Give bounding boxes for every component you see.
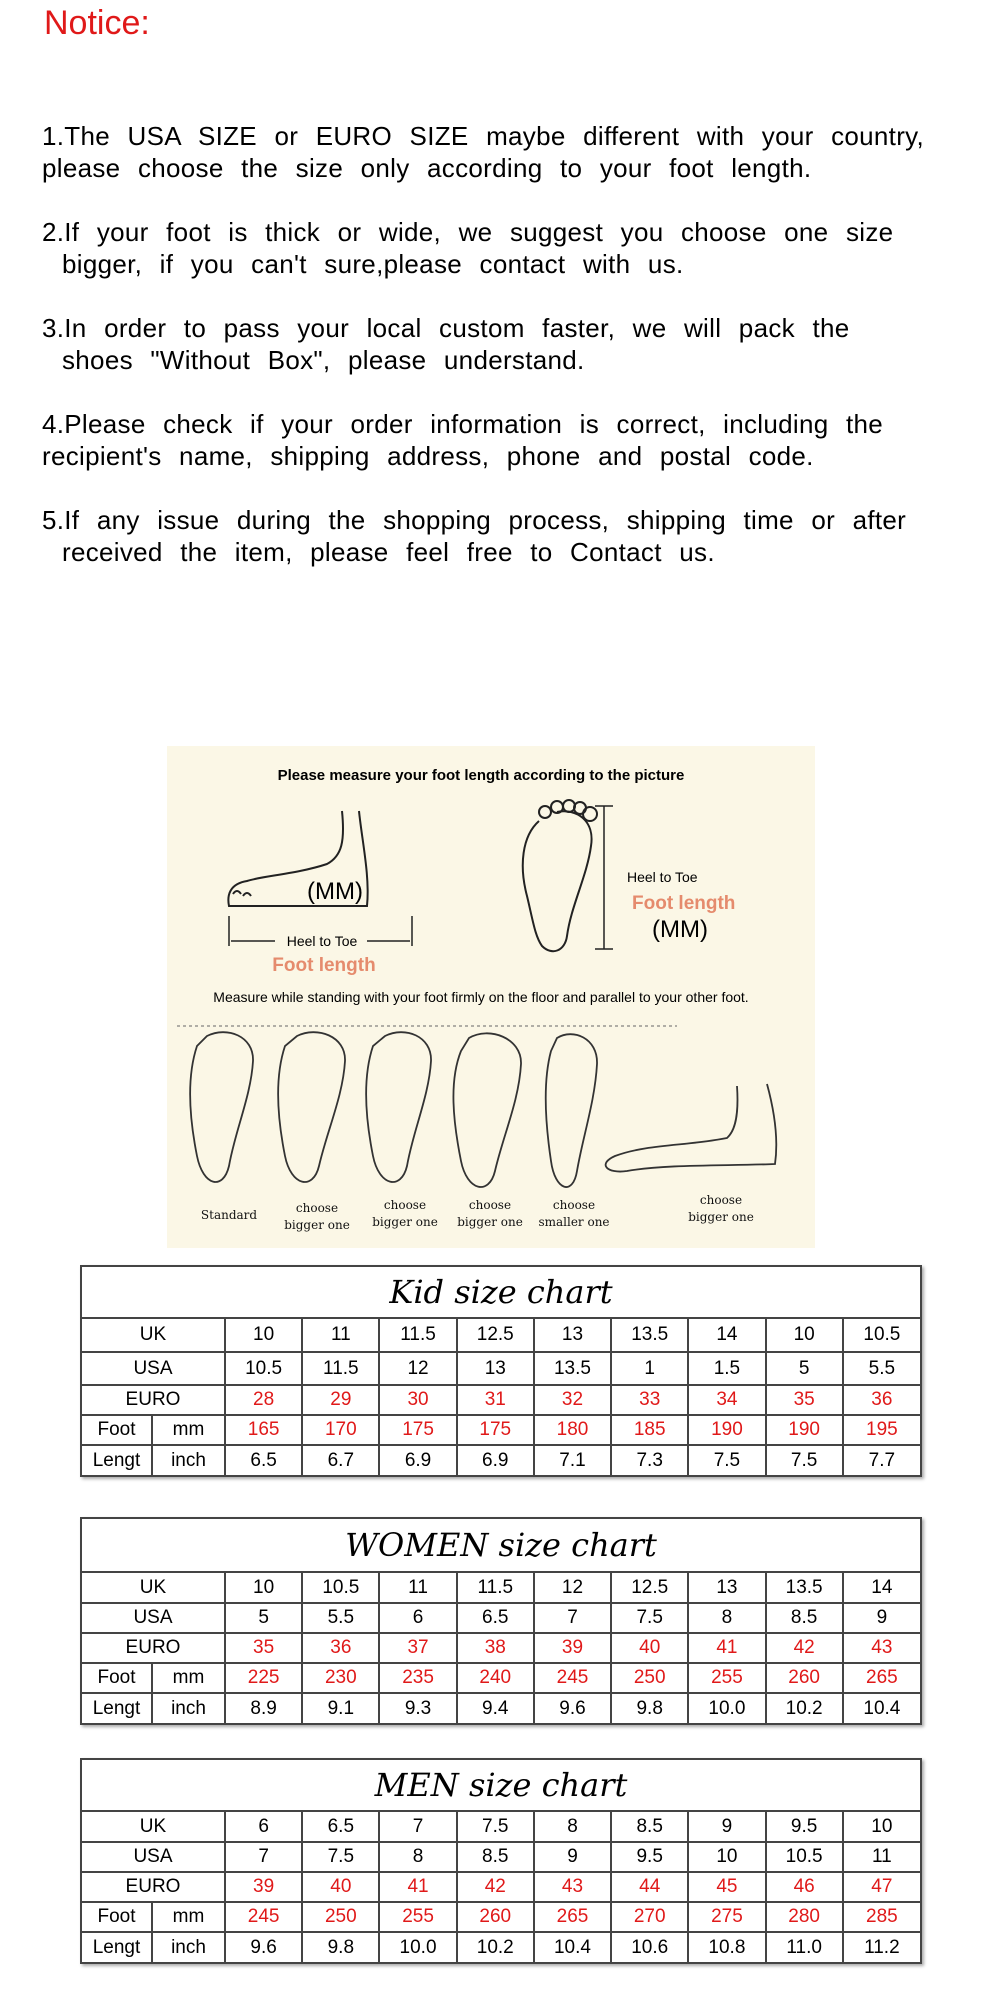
size-chart-title: MEN size chart: [82, 1760, 920, 1812]
size-cell: 31: [457, 1385, 534, 1415]
size-cell: 9.6: [225, 1932, 302, 1962]
size-cell: 6: [225, 1812, 302, 1842]
size-cell: 195: [843, 1415, 920, 1445]
size-cell: 42: [457, 1872, 534, 1902]
size-cell: 8.9: [225, 1693, 302, 1723]
side-foot-length: Foot length: [272, 955, 376, 976]
size-cell: 7.5: [688, 1445, 765, 1475]
size-cell: 11.5: [379, 1319, 456, 1352]
size-cell: 10.5: [843, 1319, 920, 1352]
foot-long-toe-icon: [366, 1032, 431, 1182]
size-cell: 40: [302, 1872, 379, 1902]
kid-size-chart: [80, 1265, 922, 1477]
size-cell: 180: [534, 1415, 611, 1445]
size-cell: 13: [534, 1319, 611, 1352]
notice-title: Notice:: [44, 4, 150, 42]
size-row-mm: [82, 1415, 920, 1445]
foot-type-label-4b: bigger one: [457, 1215, 523, 1229]
size-row-euro: [82, 1385, 920, 1415]
size-cell: 39: [225, 1872, 302, 1902]
size-cell: 10.8: [688, 1932, 765, 1962]
size-cell: 170: [302, 1415, 379, 1445]
size-cell: 285: [843, 1902, 920, 1932]
size-cell: 7: [379, 1812, 456, 1842]
row-label: UK: [82, 1319, 225, 1352]
size-cell: 12: [379, 1352, 456, 1385]
row-unit-label: mm: [152, 1902, 225, 1932]
size-cell: 14: [843, 1573, 920, 1603]
size-cell: 9.6: [534, 1693, 611, 1723]
foot-type-label-2a: choose: [295, 1201, 339, 1215]
size-cell: 11: [843, 1842, 920, 1872]
row-label: Foot: [82, 1415, 152, 1445]
side-heel-to-toe: Heel to Toe: [286, 933, 358, 949]
row-unit-label: mm: [152, 1663, 225, 1693]
foot-type-label-1: Standard: [200, 1208, 258, 1222]
size-row-inch: [82, 1932, 920, 1962]
size-cell: 230: [302, 1663, 379, 1693]
size-cell: 245: [225, 1902, 302, 1932]
size-cell: 6.5: [225, 1445, 302, 1475]
row-unit-label: inch: [152, 1932, 225, 1962]
size-cell: 260: [457, 1902, 534, 1932]
size-cell: 250: [302, 1902, 379, 1932]
size-cell: 9.1: [302, 1693, 379, 1723]
size-cell: 8.5: [611, 1812, 688, 1842]
size-cell: 29: [302, 1385, 379, 1415]
size-cell: 13.5: [534, 1352, 611, 1385]
size-cell: 8: [688, 1603, 765, 1633]
foot-standard-icon: [190, 1032, 253, 1182]
notice-item-1: [42, 120, 992, 184]
size-cell: 30: [379, 1385, 456, 1415]
sole-length-arrow: [595, 806, 613, 949]
size-row-inch: [82, 1693, 920, 1723]
size-cell: 46: [766, 1872, 843, 1902]
row-label: UK: [82, 1812, 225, 1842]
size-cell: 34: [688, 1385, 765, 1415]
size-cell: 13.5: [611, 1319, 688, 1352]
size-cell: 10.2: [766, 1693, 843, 1723]
size-cell: 12.5: [457, 1319, 534, 1352]
size-cell: 9.8: [611, 1693, 688, 1723]
size-row-uk: [82, 1812, 920, 1842]
row-label: USA: [82, 1352, 225, 1385]
size-cell: 275: [688, 1902, 765, 1932]
size-cell: 41: [379, 1872, 456, 1902]
size-cell: 8.5: [457, 1842, 534, 1872]
size-cell: 8: [379, 1842, 456, 1872]
size-cell: 260: [766, 1663, 843, 1693]
size-cell: 10.5: [766, 1842, 843, 1872]
size-cell: 10: [766, 1319, 843, 1352]
size-cell: 7.5: [611, 1603, 688, 1633]
foot-type-label-6b: bigger one: [688, 1210, 754, 1224]
row-label: USA: [82, 1603, 225, 1633]
measure-instruction: Measure while standing with your foot firmly on the floor and parallel to your other foot.: [213, 989, 749, 1005]
foot-type-label-3b: bigger one: [372, 1215, 438, 1229]
size-cell: 9.5: [766, 1812, 843, 1842]
notice-list: [42, 120, 992, 600]
size-cell: 11.0: [766, 1932, 843, 1962]
size-cell: 7.5: [302, 1842, 379, 1872]
row-label: Lengt: [82, 1932, 152, 1962]
notice-line: recipient's name, shipping address, phone and postal code.: [42, 441, 814, 471]
size-cell: 10.6: [611, 1932, 688, 1962]
size-cell: 6.9: [457, 1445, 534, 1475]
size-cell: 270: [611, 1902, 688, 1932]
size-row-mm: [82, 1902, 920, 1932]
notice-item-2: [42, 216, 992, 280]
size-row-uk: [82, 1573, 920, 1603]
size-cell: 13.5: [766, 1573, 843, 1603]
size-cell: 38: [457, 1633, 534, 1663]
foot-narrow-icon: [546, 1034, 597, 1187]
size-cell: 10.2: [457, 1932, 534, 1962]
size-cell: 10.4: [534, 1932, 611, 1962]
size-cell: 9.4: [457, 1693, 534, 1723]
notice-line: please choose the size only according to your foot length.: [42, 153, 812, 183]
foot-type-label-6a: choose: [699, 1193, 743, 1207]
notice-line: 1.The USA SIZE or EURO SIZE maybe different with your country,: [42, 121, 925, 151]
row-label: Lengt: [82, 1445, 152, 1475]
row-unit-label: inch: [152, 1445, 225, 1475]
measure-heading: Please measure your foot length according to the picture: [277, 767, 685, 784]
size-cell: 255: [688, 1663, 765, 1693]
size-cell: 11.5: [302, 1352, 379, 1385]
size-cell: 10: [225, 1319, 302, 1352]
size-cell: 41: [688, 1633, 765, 1663]
size-cell: 11.5: [457, 1573, 534, 1603]
size-cell: 10: [225, 1573, 302, 1603]
size-row-mm: [82, 1663, 920, 1693]
size-cell: 9: [534, 1842, 611, 1872]
notice-item-3: [42, 312, 992, 376]
size-cell: 47: [843, 1872, 920, 1902]
size-cell: 10: [688, 1842, 765, 1872]
size-cell: 5.5: [302, 1603, 379, 1633]
size-cell: 13: [688, 1573, 765, 1603]
size-cell: 5.5: [843, 1352, 920, 1385]
size-cell: 33: [611, 1385, 688, 1415]
size-cell: 10.0: [379, 1932, 456, 1962]
row-label: EURO: [82, 1385, 225, 1415]
size-cell: 245: [534, 1663, 611, 1693]
size-cell: 10.5: [302, 1573, 379, 1603]
size-cell: 12.5: [611, 1573, 688, 1603]
sole-foot-icon: [523, 800, 597, 951]
foot-measure-illustration: [167, 746, 815, 1248]
notice-line: shoes "Without Box", please understand.: [62, 345, 585, 375]
size-cell: 280: [766, 1902, 843, 1932]
foot-wide-toe-icon: [278, 1032, 345, 1182]
size-cell: 14: [688, 1319, 765, 1352]
size-cell: 37: [379, 1633, 456, 1663]
row-unit-label: inch: [152, 1693, 225, 1723]
size-row-inch: [82, 1445, 920, 1475]
size-cell: 5: [766, 1352, 843, 1385]
size-cell: 250: [611, 1663, 688, 1693]
size-cell: 7.5: [457, 1812, 534, 1842]
notice-item-4: [42, 408, 992, 472]
size-cell: 36: [302, 1633, 379, 1663]
size-cell: 43: [843, 1633, 920, 1663]
size-cell: 39: [534, 1633, 611, 1663]
size-cell: 7: [534, 1603, 611, 1633]
size-cell: 7.3: [611, 1445, 688, 1475]
size-cell: 9.3: [379, 1693, 456, 1723]
size-cell: 8: [534, 1812, 611, 1842]
size-cell: 5: [225, 1603, 302, 1633]
row-label: Foot: [82, 1663, 152, 1693]
size-cell: 175: [379, 1415, 456, 1445]
size-cell: 9: [843, 1603, 920, 1633]
size-cell: 36: [843, 1385, 920, 1415]
notice-line: received the item, please feel free to Contact us.: [62, 537, 715, 567]
sole-mm-label: (MM): [652, 916, 708, 943]
notice-line: 2.If your foot is thick or wide, we suggest you choose one size: [42, 217, 894, 247]
size-cell: 265: [534, 1902, 611, 1932]
size-cell: 43: [534, 1872, 611, 1902]
foot-wide-icon: [453, 1033, 521, 1187]
row-label: EURO: [82, 1872, 225, 1902]
size-cell: 40: [611, 1633, 688, 1663]
foot-type-label-4a: choose: [468, 1198, 512, 1212]
foot-type-label-5a: choose: [552, 1198, 596, 1212]
size-cell: 32: [534, 1385, 611, 1415]
notice-line: 5.If any issue during the shopping process, shipping time or after: [42, 505, 907, 535]
size-cell: 9: [688, 1812, 765, 1842]
men-size-chart: [80, 1758, 922, 1964]
size-cell: 235: [379, 1663, 456, 1693]
size-cell: 35: [766, 1385, 843, 1415]
size-cell: 240: [457, 1663, 534, 1693]
size-cell: 10.5: [225, 1352, 302, 1385]
size-cell: 10.4: [843, 1693, 920, 1723]
size-cell: 165: [225, 1415, 302, 1445]
size-row-usa: [82, 1352, 920, 1385]
size-cell: 6.5: [457, 1603, 534, 1633]
notice-line: bigger, if you can't sure,please contact with us.: [62, 249, 684, 279]
size-cell: 44: [611, 1872, 688, 1902]
row-label: UK: [82, 1573, 225, 1603]
foot-type-label-2b: bigger one: [284, 1218, 350, 1232]
size-cell: 190: [766, 1415, 843, 1445]
size-cell: 11: [302, 1319, 379, 1352]
size-cell: 12: [534, 1573, 611, 1603]
size-cell: 7.5: [766, 1445, 843, 1475]
size-row-usa: [82, 1842, 920, 1872]
size-cell: 9.8: [302, 1932, 379, 1962]
row-label: USA: [82, 1842, 225, 1872]
size-cell: 6: [379, 1603, 456, 1633]
size-row-euro: [82, 1633, 920, 1663]
size-cell: 7: [225, 1842, 302, 1872]
size-cell: 11.2: [843, 1932, 920, 1962]
size-cell: 45: [688, 1872, 765, 1902]
size-cell: 6.9: [379, 1445, 456, 1475]
notice-item-5: [42, 504, 992, 568]
sole-foot-length: Foot length: [632, 893, 736, 914]
foot-type-label-5b: smaller one: [538, 1215, 610, 1229]
notice-line: 4.Please check if your order information is correct, including the: [42, 409, 884, 439]
foot-high-arch-icon: [606, 1084, 777, 1172]
size-cell: 10: [843, 1812, 920, 1842]
size-cell: 175: [457, 1415, 534, 1445]
size-cell: 185: [611, 1415, 688, 1445]
size-cell: 1.5: [688, 1352, 765, 1385]
size-cell: 10.0: [688, 1693, 765, 1723]
side-mm-label: (MM): [307, 878, 363, 905]
foot-type-label-3a: choose: [383, 1198, 427, 1212]
size-cell: 8.5: [766, 1603, 843, 1633]
size-cell: 6.5: [302, 1812, 379, 1842]
foot-measure-guide: [167, 746, 815, 1248]
size-cell: 35: [225, 1633, 302, 1663]
size-cell: 9.5: [611, 1842, 688, 1872]
women-size-chart: [80, 1517, 922, 1725]
size-cell: 190: [688, 1415, 765, 1445]
size-cell: 6.7: [302, 1445, 379, 1475]
size-cell: 28: [225, 1385, 302, 1415]
size-cell: 11: [379, 1573, 456, 1603]
size-chart-title: WOMEN size chart: [82, 1519, 920, 1573]
sole-heel-to-toe: Heel to Toe: [627, 869, 698, 885]
size-cell: 7.1: [534, 1445, 611, 1475]
size-cell: 255: [379, 1902, 456, 1932]
size-cell: 1: [611, 1352, 688, 1385]
size-row-euro: [82, 1872, 920, 1902]
size-cell: 225: [225, 1663, 302, 1693]
size-cell: 265: [843, 1663, 920, 1693]
row-label: EURO: [82, 1633, 225, 1663]
size-row-uk: [82, 1319, 920, 1352]
row-unit-label: mm: [152, 1415, 225, 1445]
size-cell: 13: [457, 1352, 534, 1385]
row-label: Foot: [82, 1902, 152, 1932]
size-row-usa: [82, 1603, 920, 1633]
size-cell: 42: [766, 1633, 843, 1663]
size-cell: 7.7: [843, 1445, 920, 1475]
size-chart-title: Kid size chart: [82, 1267, 920, 1319]
row-label: Lengt: [82, 1693, 152, 1723]
notice-line: 3.In order to pass your local custom faster, we will pack the: [42, 313, 850, 343]
